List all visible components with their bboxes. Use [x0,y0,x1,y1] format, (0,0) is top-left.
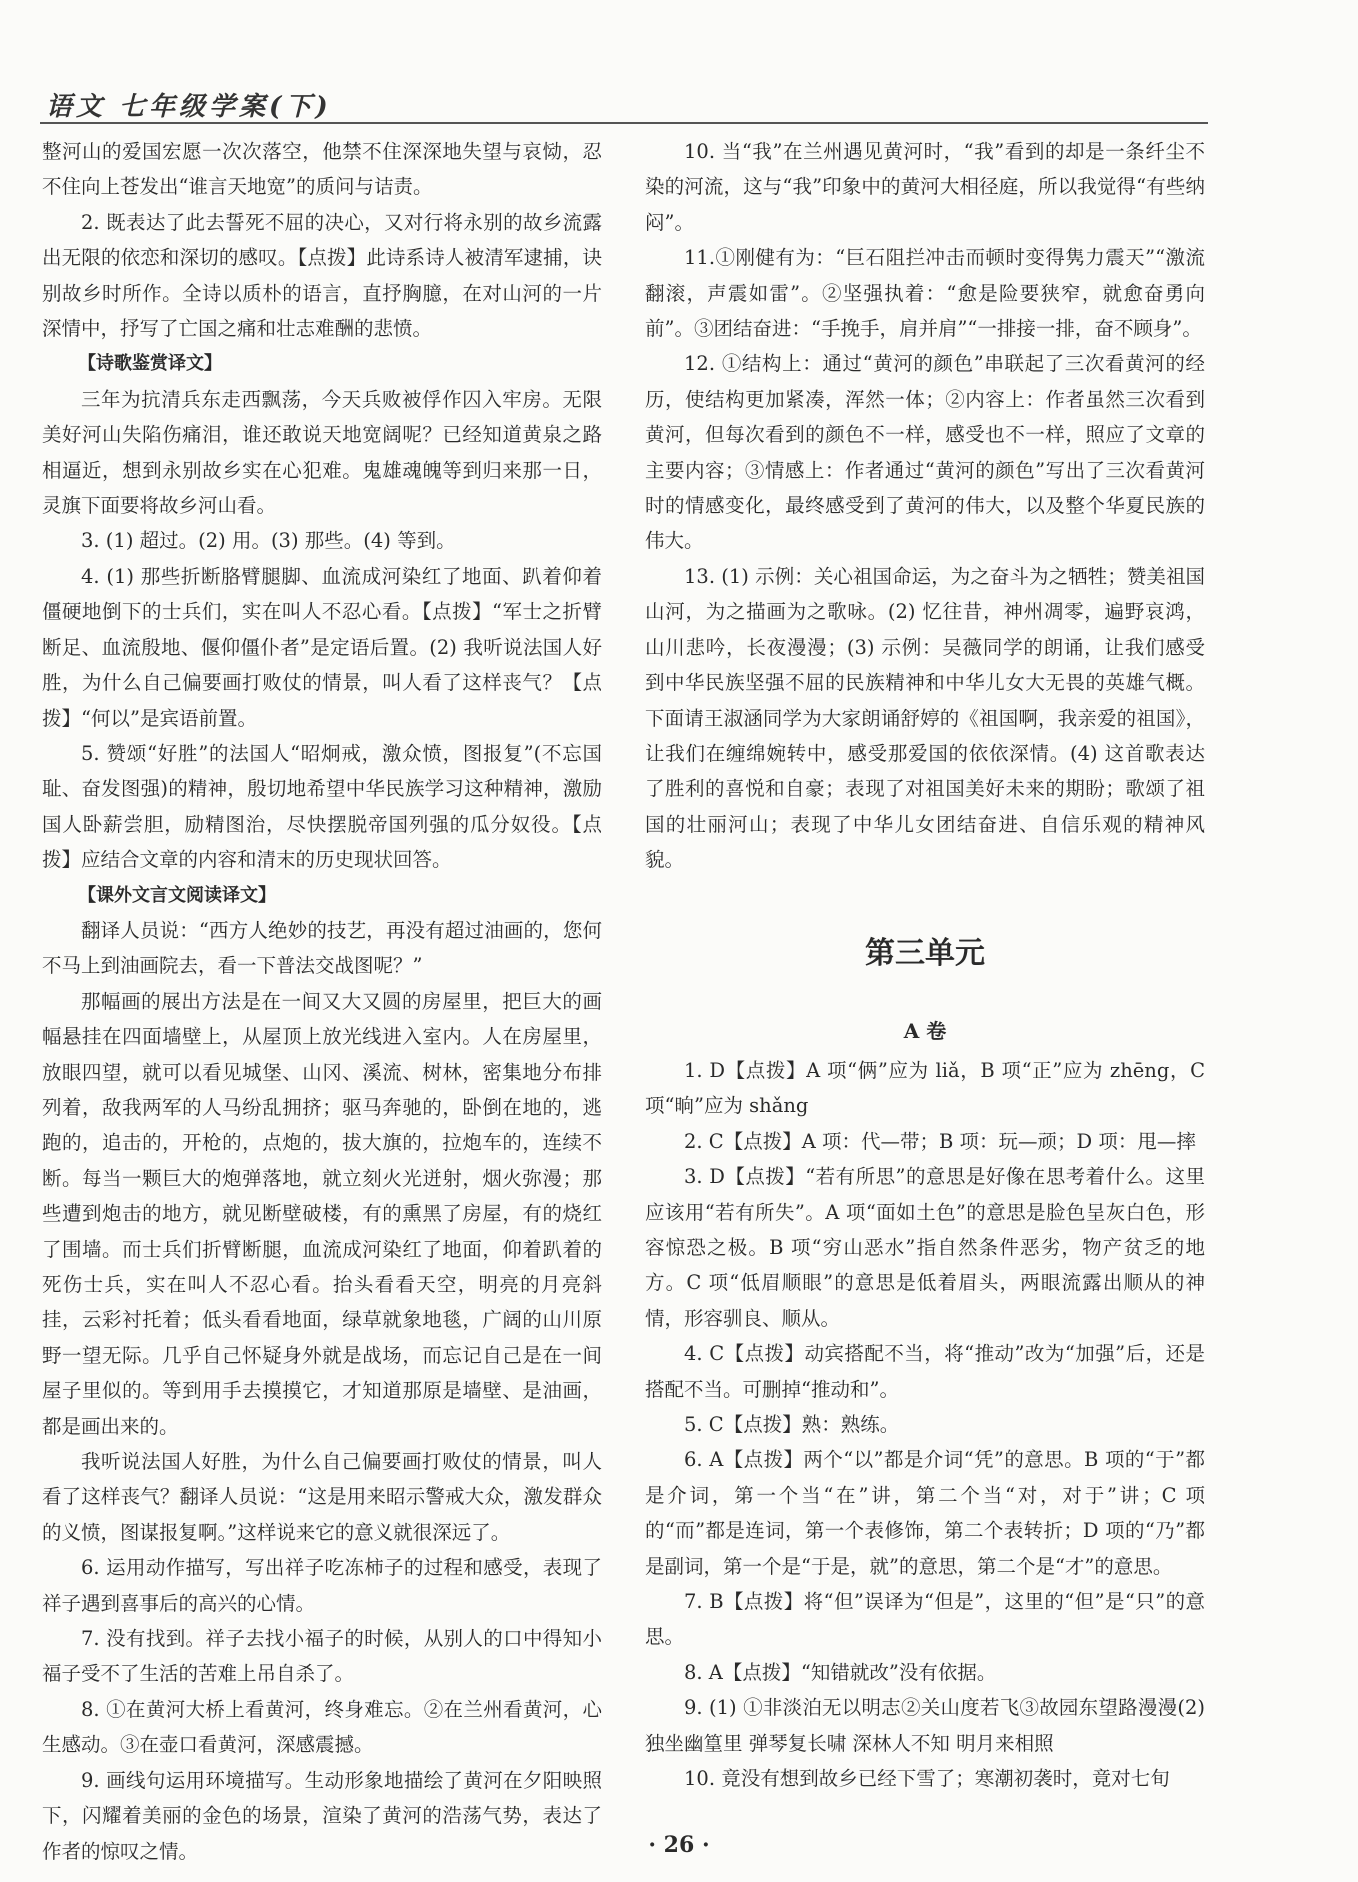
answer-paragraph: 三年为抗清兵东走西飘荡，今天兵败被俘作囚入牢房。无限美好河山失陷伤痛泪，谁还敢说天地宽阔呢？已经知道黄泉之路相逼近，想到永别故乡实在心犯难。鬼雄魂魄等到归来那一日，灵旗下面要将故乡河山看。 [42,387,602,518]
answer-paragraph: 2. 既表达了此去誓死不屈的决心，又对行将永别的故乡流露出无限的依恋和深切的感叹。【点拨】此诗系诗人被清军逮捕，诀别故乡时所作。全诗以质朴的语言，直抒胸臆，在对山河的一片深情中，抒写了亡国之痛和壮志难酬的悲愤。 [42,210,602,341]
answer-paragraph: 整河山的爱国宏愿一次次落空，他禁不住深深地失望与哀恸，忍不住向上苍发出“谁言天地宽”的质问与诘责。 [42,140,602,199]
answer-paragraph: 5. 赞颂“好胜”的法国人“昭炯戒，激众愤，图报复”(不忘国耻、奋发图强)的精神，殷切地希望中华民族学习这种精神，激励国人卧薪尝胆，励精图治，尽快摆脱帝国列强的瓜分奴役。【点拨】应结合文章的内容和清末的历史现状回答。 [42,741,602,872]
answer-paragraph: 那幅画的展出方法是在一间又大又圆的房屋里，把巨大的画幅悬挂在四面墙壁上，从屋顶上放光线进入室内。人在房屋里，放眼四望，就可以看见城堡、山冈、溪流、树林，密集地分布排列着，敌我两军的人马纷乱拥挤；驱马奔驰的，卧倒在地的，逃跑的，追击的，开枪的，点炮的，拔大旗的，拉炮车的，连续不断。每当一颗巨大的炮弹落地，就立刻火光迸射，烟火弥漫；那些遭到炮击的地方，就见断壁破楼，有的熏黑了房屋，有的烧红了围墙。而士兵们折臂断腿，血流成河染红了地面，仰着趴着的死伤士兵，实在叫人不忍心看。抬头看看天空，明亮的月亮斜挂，云彩衬托着；低头看看地面，绿草就象地毯，广阔的山川原野一望无际。几乎自己怀疑身外就是战场，而忘记自己是在一间屋子里似的。等到用手去摸摸它，才知道那原是墙壁、是油画，都是画出来的。 [42,989,602,1438]
answer-paragraph: 9. (1) ①非淡泊无以明志②关山度若飞③故园东望路漫漫(2) 独坐幽篁里 弹琴复长啸 深林人不知 明月来相照 [645,1696,1205,1755]
answer-paragraph: 10. 当“我”在兰州遇见黄河时，“我”看到的却是一条纤尘不染的河流，这与“我”印象中的黄河大相径庭，所以我觉得“有些纳闷”。 [645,140,1205,234]
answer-paragraph: 6. A【点拨】两个“以”都是介词“凭”的意思。B 项的“于”都是介词，第一个当“在”讲，第二个当“对，对于”讲；C 项的“而”都是连词，第一个表修饰，第二个表转折；D 项的“乃”都是副词，第一个是“于是，就”的意思，第二个是“才”的意思。 [645,1448,1205,1578]
answer-paragraph: 12. ①结构上：通过“黄河的颜色”串联起了三次看黄河的经历，使结构更加紧凑，浑然一体；②内容上：作者虽然三次看到黄河，但每次看到的颜色不一样，感受也不一样，照应了文章的主要内容；③情感上：作者通过“黄河的颜色”写出了三次看黄河时的情感变化，最终感受到了黄河的伟大，以及整个华夏民族的伟大。 [645,352,1205,553]
answer-paragraph: 3. D【点拨】“若有所思”的意思是好像在思考着什么。这里应该用“若有所失”。A 项“面如土色”的意思是脸色呈灰白色，形容惊恐之极。B 项“穷山恶水”指自然条件恶劣，物产贫乏的地方。C 项“低眉顺眼”的意思是低着眉头，两眼流露出顺从的神情，形容驯良、顺从。 [645,1165,1205,1330]
subsection-heading: 【课外文言文阅读译文】 [78,884,276,906]
section-title: A 卷 [903,1018,947,1043]
answer-paragraph: 6. 运用动作描写，写出祥子吃冻柿子的过程和感受，表现了祥子遇到喜事后的高兴的心情。 [42,1556,602,1615]
answer-paragraph: 13. (1) 示例：关心祖国命运，为之奋斗为之牺牲；赞美祖国山河，为之描画为之歌咏。(2) 忆往昔，神州凋零，遍野哀鸿，山川悲吟，长夜漫漫；(3) 示例：吴薇同学的朗诵，让我们感受到中华民族坚强不屈的民族精神和中华儿女大无畏的英雄气概。下面请王淑涵同学为大家朗诵舒婷的《祖国啊，我亲爱的祖国》，让我们在缠绵婉转中，感受那爱国的依依深情。(4) 这首歌表达了胜利的喜悦和自豪；表现了对祖国美好未来的期盼；歌颂了祖国的壮丽河山；表现了中华儿女团结奋进、自信乐观的精神风貌。 [645,564,1205,872]
answer-paragraph: 8. A【点拨】“知错就改”没有依据。 [684,1660,997,1684]
right-column [645,134,1205,1796]
answer-paragraph: 4. (1) 那些折断胳臂腿脚、血流成河染红了地面、趴着仰着僵硬地倒下的士兵们，实在叫人不忍心看。【点拨】“军士之折臂断足、血流殷地、偃仰僵仆者”是定语后置。(2) 我听说法国人好胜，为什么自己偏要画打败仗的情景，叫人看了这样丧气？【点拨】“何以”是宾语前置。 [42,564,602,730]
answer-paragraph: 11.①刚健有为：“巨石阻拦冲击而顿时变得隽力震天”“激流翻滚，声震如雷”。②坚强执着：“愈是险要狭窄，就愈奋勇向前”。③团结奋进：“手挽手，肩并肩”“一排接一排，奋不顾身”。 [645,246,1205,341]
unit-title: 第三单元 [865,935,985,971]
answer-paragraph: 10. 竟没有想到故乡已经下雪了；寒潮初袭时，竟对七旬 [684,1767,1170,1791]
page-header: 语文 七年级学案(下) [46,92,332,122]
answer-paragraph: 5. C【点拨】熟：熟练。 [684,1413,900,1436]
answer-paragraph: 我听说法国人好胜，为什么自己偏要画打败仗的情景，叫人看了这样丧气？翻译人员说：“这是用来昭示警戒大众，激发群众的义愤，图谋报复啊。”这样说来它的意义就很深远了。 [42,1450,602,1544]
answer-paragraph: 8. ①在黄河大桥上看黄河，终身难忘。②在兰州看黄河，心生感动。③在壶口看黄河，深感震撼。 [42,1697,602,1757]
answer-paragraph: 9. 画线句运用环境描写。生动形象地描绘了黄河在夕阳映照下，闪耀着美丽的金色的场景，渲染了黄河的浩荡气势，表达了作者的惊叹之情。 [42,1768,602,1863]
answer-paragraph: 翻译人员说：“西方人绝妙的技艺，再没有超过油画的，您何不马上到油画院去，看一下普法交战图呢？” [42,918,602,978]
subsection-heading: 【诗歌鉴赏译文】 [78,353,222,375]
header-divider [40,122,1208,124]
left-column [42,134,602,1869]
answer-paragraph: 2. C【点拨】A 项：代—带；B 项：玩—顽；D 项：甩—摔 [684,1129,1196,1153]
answer-paragraph: 7. B【点拨】将“但”误译为“但是”，这里的“但”是“只”的意思。 [645,1590,1205,1649]
answer-paragraph: 1. D【点拨】A 项“俩”应为 liǎ，B 项“正”应为 zhēng，C 项“晌”应为 shǎng [645,1058,1205,1118]
page-number: · 26 · [648,1832,710,1858]
answer-paragraph: 4. C【点拨】动宾搭配不当，将“推动”改为“加强”后，还是搭配不当。可删掉“推动和”。 [645,1342,1205,1401]
answer-paragraph: 3. (1) 超过。(2) 用。(3) 那些。(4) 等到。 [81,529,456,553]
answer-paragraph: 7. 没有找到。祥子去找小福子的时候，从别人的口中得知小福子受不了生活的苦难上吊自杀了。 [42,1627,602,1686]
